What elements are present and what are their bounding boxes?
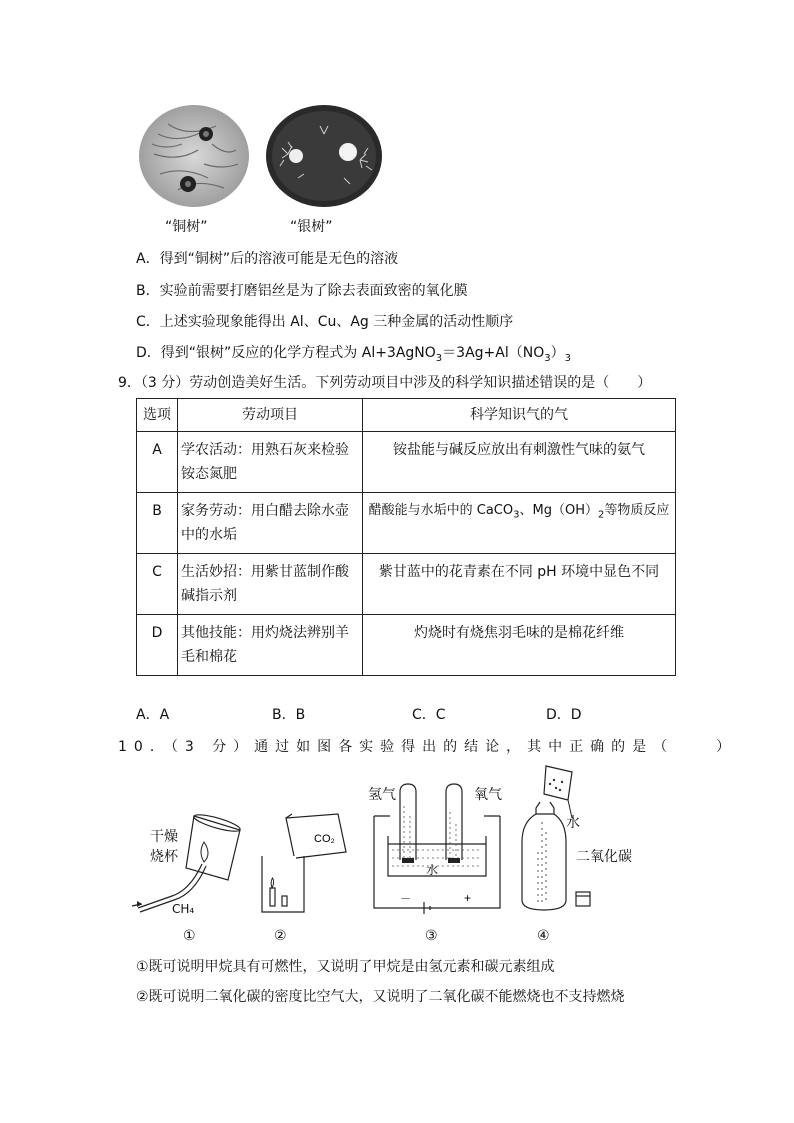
minus-label: － <box>400 893 411 905</box>
silver-tree-photo <box>264 104 384 208</box>
copper-tree-caption: “铜树” <box>165 219 208 235</box>
q8-option-d-text3: ） <box>550 345 565 361</box>
q9-stem: 9．（3 分）劳动创造美好生活。下列劳动项目中涉及的科学知识描述错误的是（ ） <box>118 375 652 391</box>
knowledge-text: 等物质反应 <box>604 503 670 518</box>
q9-answer-d: D．D <box>546 707 582 723</box>
row-knowledge <box>363 493 676 554</box>
q9-answer-a: A．A <box>136 707 170 723</box>
table-row <box>137 615 676 676</box>
label-carbon-dioxide: 二氧化碳 <box>576 849 632 865</box>
knowledge-text: 、Mg（OH） <box>519 503 598 518</box>
co2-pouring-figure <box>256 812 356 918</box>
row-option: A <box>137 432 178 493</box>
water-label: 水 <box>426 863 439 877</box>
table-row <box>137 432 676 493</box>
row-item: 其他技能：用灼烧法辨别羊毛和棉花 <box>178 615 363 676</box>
electrolysis-figure <box>370 776 506 918</box>
label-oxygen: 氧气 <box>474 787 502 803</box>
label-water: 水 <box>566 815 580 831</box>
q8-option-b: B．实验前需要打磨铝丝是为了除去表面致密的氧化膜 <box>136 283 468 299</box>
label-hydrogen: 氢气 <box>368 787 396 803</box>
figure-number-4: ④ <box>537 928 550 944</box>
figure-number-1: ① <box>183 928 196 944</box>
subscript: 3 <box>513 509 520 521</box>
label-ch4: CH₄ <box>172 902 195 916</box>
q9-table <box>136 398 676 676</box>
subscript: 3 <box>544 352 551 364</box>
label-dry: 干燥 <box>150 829 178 845</box>
header-knowledge: 科学知识气的气 <box>363 399 676 432</box>
row-knowledge: 灼烧时有烧焦羽毛味的是棉花纤维 <box>363 615 676 676</box>
subscript: 2 <box>597 509 605 521</box>
row-option: D <box>137 615 178 676</box>
header-option: 选项 <box>137 399 178 432</box>
q8-option-d-text: D．得到“银树”反应的化学方程式为 Al+3AgNO <box>136 345 436 361</box>
q8-option-c: C．上述实验现象能得出 Al、Cu、Ag 三种金属的活动性顺序 <box>136 314 514 330</box>
methane-experiment-figure <box>132 808 248 920</box>
header-labor-item: 劳动项目 <box>178 399 363 432</box>
row-knowledge: 铵盐能与碱反应放出有刺激性气味的氨气 <box>363 432 676 493</box>
row-item: 学农活动：用熟石灰来检验铵态氮肥 <box>178 432 363 493</box>
q9-answer-b: B．B <box>272 707 306 723</box>
q9-answer-c: C．C <box>412 707 446 723</box>
figure-number-3: ③ <box>425 928 438 944</box>
q10-statement-2: ②既可说明二氧化碳的密度比空气大，又说明了二氧化碳不能燃烧也不支持燃烧 <box>136 989 625 1005</box>
q10-stem: 10．（3 分）通过如图各实验得出的结论，其中正确的是（ ） <box>118 739 738 755</box>
q8-option-d-text2: ＝3Ag+Al（NO <box>442 345 545 361</box>
row-option: C <box>137 554 178 615</box>
figure-number-2: ② <box>274 928 287 944</box>
copper-tree-photo <box>138 104 250 208</box>
subscript: 3 <box>435 352 443 364</box>
row-option: B <box>137 493 178 554</box>
row-item: 家务劳动：用白醋去除水壶中的水垢 <box>178 493 363 554</box>
plus-label: + <box>464 891 472 905</box>
row-knowledge: 紫甘蓝中的花青素在不同 pH 环境中显色不同 <box>363 554 676 615</box>
subscript: 3 <box>564 352 571 364</box>
table-row <box>137 554 676 615</box>
co2-bottle-figure <box>514 762 604 918</box>
label-beaker: 烧杯 <box>150 849 178 865</box>
q10-statement-1: ①既可说明甲烷具有可燃性，又说明了甲烷是由氢元素和碳元素组成 <box>136 959 555 975</box>
row-item: 生活妙招：用紫甘蓝制作酸碱指示剂 <box>178 554 363 615</box>
co2-label: CO₂ <box>314 833 335 845</box>
table-row <box>137 493 676 554</box>
silver-tree-caption: “银树” <box>290 219 333 235</box>
q8-option-d <box>136 344 571 368</box>
knowledge-text: 醋酸能与水垢中的 CaCO <box>368 503 514 518</box>
q8-option-a: A．得到“铜树”后的溶液可能是无色的溶液 <box>136 251 399 267</box>
